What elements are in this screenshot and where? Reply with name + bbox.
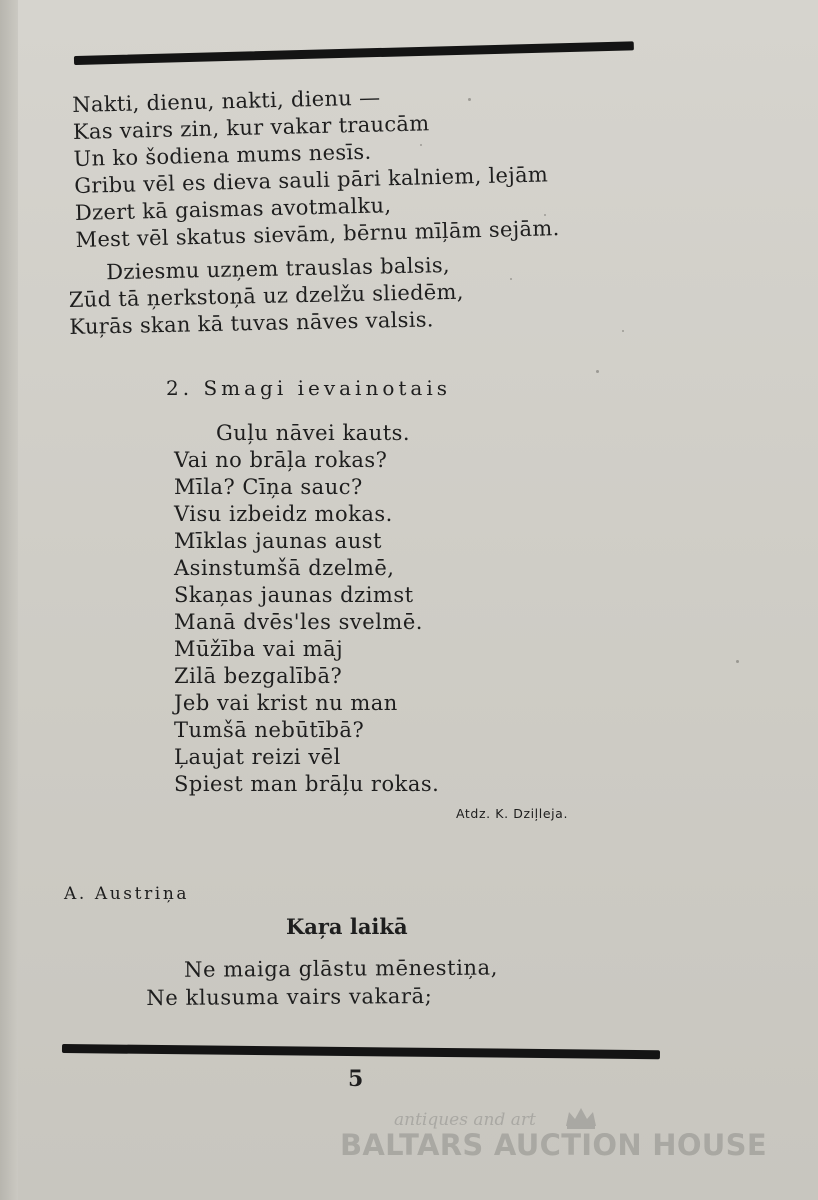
page-number: 5	[348, 1066, 364, 1092]
poem-stanza-2	[68, 252, 465, 341]
verse-line: Mest vēl skatus sievām, bērnu mīļām sejām.	[75, 216, 560, 252]
verse-line: Kuŗās skan kā tuvas nāves valsis.	[69, 307, 435, 339]
verse-line: Skaņas jaunas dzimst	[174, 583, 414, 607]
verse-line: Visu izbeidz mokas.	[174, 502, 393, 526]
poem-wounded	[174, 420, 439, 798]
top-rule	[74, 41, 634, 65]
verse-line: Asinstumšā dzelmē,	[174, 556, 395, 580]
section-title: 2. Smagi ievainotais	[166, 376, 451, 400]
paper-speck	[622, 330, 624, 332]
verse-line: Tumšā nebūtībā?	[174, 718, 365, 742]
paper-speck	[510, 278, 512, 280]
verse-line: Vai no brāļa rokas?	[174, 448, 388, 472]
verse-line: Jeb vai krist nu man	[174, 691, 398, 715]
paper-speck	[596, 370, 599, 373]
poem-war-time	[146, 954, 498, 1012]
paper-speck	[736, 660, 739, 663]
verse-line: Guļu nāvei kauts.	[216, 421, 411, 445]
verse-line: Gribu vēl es dieva sauli pāri kalniem, lejām	[74, 162, 549, 198]
watermark-tagline: antiques and art	[394, 1110, 536, 1130]
page-binding-edge	[0, 0, 18, 1200]
verse-line: Manā dvēs'les svelmē.	[174, 610, 423, 634]
auction-house-watermark	[336, 1106, 767, 1170]
verse-line: Dziesmu uzņem trauslas balsis,	[106, 253, 451, 285]
verse-line: Kas vairs zin, kur vakar traucām	[72, 111, 430, 144]
poem-title: Kaŗa laikā	[286, 914, 408, 939]
verse-line: Spiest man brāļu rokas.	[174, 772, 440, 796]
verse-line: Ļaujat reizi vēl	[174, 745, 341, 769]
watermark-name: BALTARS AUCTION HOUSE	[340, 1128, 767, 1162]
crown-icon	[564, 1106, 598, 1130]
verse-line: Mīla? Cīņa sauc?	[174, 475, 363, 499]
author-name: A. Austriņa	[64, 884, 190, 904]
verse-line: Ne maiga glāstu mēnestiņa,	[184, 955, 499, 982]
paper-speck	[544, 214, 546, 216]
bottom-rule	[62, 1044, 660, 1059]
paper-speck	[420, 144, 422, 146]
poem-stanza-1	[72, 80, 560, 254]
verse-line: Zilā bezgalībā?	[174, 664, 343, 688]
paper-speck	[468, 98, 471, 101]
verse-line: Un ko šodiena mums nesīs.	[73, 139, 372, 171]
verse-line: Dzert kā gaismas avotmalku,	[74, 193, 392, 225]
verse-line: Ne klusuma vairs vakarā;	[146, 984, 433, 1010]
translator-credit: Atdz. K. Dziļleja.	[456, 806, 569, 821]
verse-line: Mīklas jaunas aust	[174, 529, 382, 553]
verse-line: Zūd tā ņerkstoņā uz dzelžu sliedēm,	[68, 279, 464, 312]
verse-line: Nakti, dienu, nakti, dienu —	[72, 85, 381, 117]
verse-line: Mūžība vai māj	[174, 637, 344, 661]
